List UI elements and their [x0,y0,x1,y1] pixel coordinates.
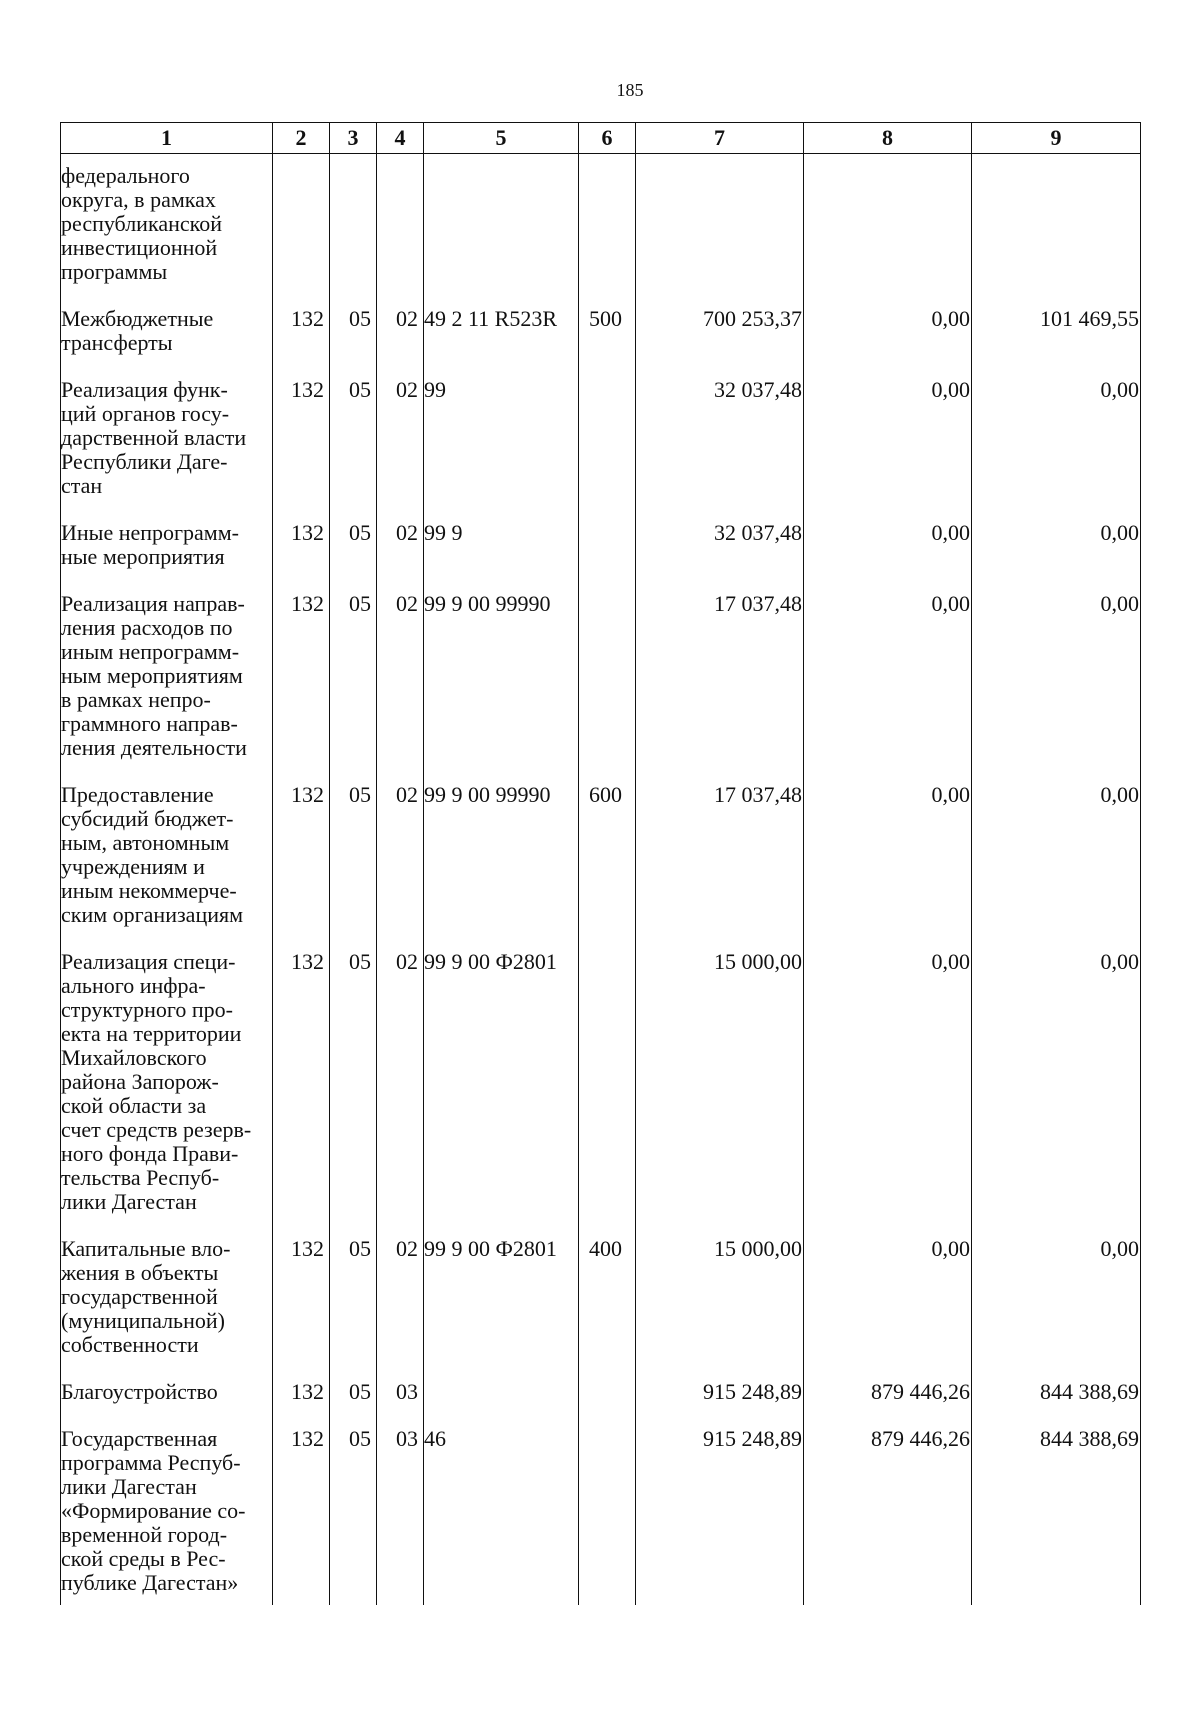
cell-subsection-code: 02 [377,937,424,1224]
cell-target-article [424,1367,579,1414]
cell-expense-type [579,579,636,770]
cell-subsection-code: 02 [377,508,424,579]
cell-expense-type: 400 [579,1224,636,1367]
cell-ministry-code: 132 [273,770,330,937]
cell-name: Иные непрограмм- ные мероприятия [61,508,273,579]
cell-amount-col7 [636,154,804,295]
cell-ministry-code: 132 [273,294,330,365]
cell-target-article: 46 [424,1414,579,1605]
cell-amount-col9: 0,00 [972,937,1141,1224]
table-row [61,770,1141,937]
cell-amount-col9: 0,00 [972,508,1141,579]
table-row [61,294,1141,365]
cell-name: федерального округа, в рамках республиканской инвестиционной программы [61,154,273,295]
cell-amount-col9: 0,00 [972,770,1141,937]
page-number: 185 [616,80,644,100]
table-row [61,154,1141,295]
cell-section-code: 05 [330,508,377,579]
cell-name: Предоставление субсидий бюджет- ным, автономным учреждениям и иным некоммерче- ским организациям [61,770,273,937]
budget-table [60,122,1141,1605]
table-body [61,154,1141,1606]
cell-amount-col7: 32 037,48 [636,365,804,508]
cell-amount-col9: 844 388,69 [972,1367,1141,1414]
cell-amount-col9: 0,00 [972,579,1141,770]
cell-expense-type: 600 [579,770,636,937]
table-row [61,1224,1141,1367]
cell-section-code: 05 [330,770,377,937]
cell-amount-col7: 32 037,48 [636,508,804,579]
cell-ministry-code: 132 [273,1224,330,1367]
cell-expense-type: 500 [579,294,636,365]
cell-amount-col7: 17 037,48 [636,579,804,770]
cell-ministry-code: 132 [273,508,330,579]
cell-ministry-code: 132 [273,365,330,508]
table-row [61,1367,1141,1414]
cell-target-article: 99 9 00 99990 [424,579,579,770]
cell-amount-col8: 879 446,26 [804,1367,972,1414]
cell-subsection-code: 03 [377,1367,424,1414]
cell-section-code: 05 [330,579,377,770]
column-header-5: 5 [424,123,579,154]
cell-ministry-code: 132 [273,1367,330,1414]
cell-amount-col8: 0,00 [804,294,972,365]
column-header-3: 3 [330,123,377,154]
cell-amount-col8: 0,00 [804,937,972,1224]
cell-expense-type [579,1367,636,1414]
cell-target-article: 99 [424,365,579,508]
cell-name: Реализация специ- ального инфра- структурного про- екта на территории Михайловского района Запорож- ской области за счет средств резерв- ного фонда Прави- тельства Респуб- лики Дагестан [61,937,273,1224]
cell-target-article: 49 2 11 R523R [424,294,579,365]
cell-expense-type [579,937,636,1224]
cell-amount-col7: 915 248,89 [636,1414,804,1605]
cell-ministry-code [273,154,330,295]
cell-amount-col7: 915 248,89 [636,1367,804,1414]
cell-amount-col7: 15 000,00 [636,1224,804,1367]
cell-ministry-code: 132 [273,1414,330,1605]
cell-amount-col8 [804,154,972,295]
cell-amount-col9: 0,00 [972,1224,1141,1367]
cell-name: Благоустройство [61,1367,273,1414]
cell-expense-type [579,508,636,579]
cell-amount-col8: 0,00 [804,770,972,937]
cell-amount-col8: 0,00 [804,508,972,579]
cell-name: Капитальные вло- жения в объекты государственной (муниципальной) собственности [61,1224,273,1367]
cell-section-code: 05 [330,1414,377,1605]
cell-section-code: 05 [330,937,377,1224]
cell-name: Межбюджетные трансферты [61,294,273,365]
cell-amount-col8: 0,00 [804,365,972,508]
cell-ministry-code: 132 [273,937,330,1224]
column-header-1: 1 [61,123,273,154]
cell-expense-type [579,1414,636,1605]
column-header-9: 9 [972,123,1141,154]
cell-section-code: 05 [330,1224,377,1367]
cell-name: Реализация направ- ления расходов по иным непрограмм- ным мероприятиям в рамках непро- граммного направ- ления деятельности [61,579,273,770]
cell-amount-col9 [972,154,1141,295]
column-header-4: 4 [377,123,424,154]
cell-subsection-code: 02 [377,294,424,365]
cell-amount-col7: 700 253,37 [636,294,804,365]
cell-amount-col7: 17 037,48 [636,770,804,937]
cell-subsection-code: 02 [377,1224,424,1367]
cell-subsection-code: 02 [377,579,424,770]
cell-expense-type [579,365,636,508]
cell-section-code [330,154,377,295]
cell-ministry-code: 132 [273,579,330,770]
cell-amount-col9: 844 388,69 [972,1414,1141,1605]
table-row [61,365,1141,508]
table-row [61,937,1141,1224]
table-row [61,508,1141,579]
cell-amount-col8: 0,00 [804,579,972,770]
header-row [61,123,1141,154]
cell-target-article: 99 9 [424,508,579,579]
cell-expense-type [579,154,636,295]
cell-amount-col8: 0,00 [804,1224,972,1367]
table-row [61,579,1141,770]
cell-section-code: 05 [330,1367,377,1414]
cell-target-article [424,154,579,295]
column-header-2: 2 [273,123,330,154]
cell-name: Государственная программа Респуб- лики Дагестан «Формирование со- временной город- ской среды в Рес- публике Дагестан» [61,1414,273,1605]
column-header-8: 8 [804,123,972,154]
table-header [61,123,1141,154]
cell-name: Реализация функ- ций органов госу- дарственной власти Республики Даге- стан [61,365,273,508]
table-row [61,1414,1141,1605]
cell-amount-col7: 15 000,00 [636,937,804,1224]
cell-subsection-code: 02 [377,770,424,937]
cell-subsection-code: 03 [377,1414,424,1605]
cell-amount-col8: 879 446,26 [804,1414,972,1605]
cell-target-article: 99 9 00 Ф2801 [424,1224,579,1367]
cell-subsection-code [377,154,424,295]
cell-amount-col9: 0,00 [972,365,1141,508]
column-header-7: 7 [636,123,804,154]
cell-target-article: 99 9 00 Ф2801 [424,937,579,1224]
cell-section-code: 05 [330,365,377,508]
column-header-6: 6 [579,123,636,154]
cell-target-article: 99 9 00 99990 [424,770,579,937]
cell-section-code: 05 [330,294,377,365]
cell-subsection-code: 02 [377,365,424,508]
cell-amount-col9: 101 469,55 [972,294,1141,365]
